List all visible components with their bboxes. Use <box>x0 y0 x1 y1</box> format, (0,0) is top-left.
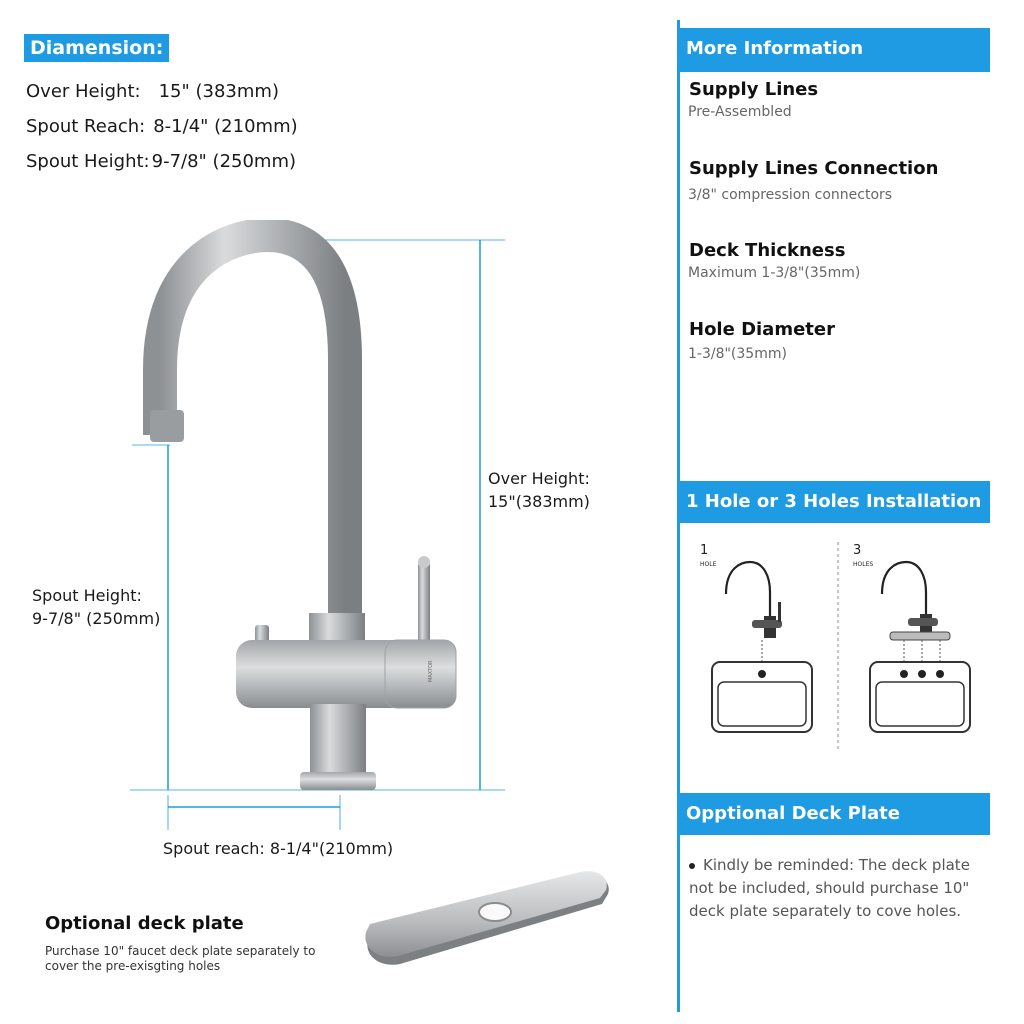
bullet-icon <box>689 863 695 869</box>
info-title-supply-connection: Supply Lines Connection <box>689 158 939 179</box>
faucet-diagram <box>0 220 640 900</box>
dim-line-over-height <box>26 81 279 102</box>
info-value-hole-diameter: 1-3/8"(35mm) <box>688 346 787 362</box>
dim-value: 15" (383mm) <box>158 81 279 102</box>
dim-label: Over Height: <box>26 81 141 102</box>
dim-line-spout-reach <box>26 116 298 137</box>
deck-plate-note-text: Kindly be reminded: The deck plate not be included, should purchase 10" deck plate separately to cove holes. <box>689 856 970 920</box>
info-title-deck-thickness: Deck Thickness <box>689 240 846 261</box>
dim-line-spout-height <box>26 151 296 172</box>
deck-plate-title: Optional deck plate <box>45 913 244 934</box>
dim-label: Spout Reach: <box>26 116 146 137</box>
dim-label: Spout Height: <box>26 151 150 172</box>
three-holes-label: HOLES <box>853 561 874 568</box>
dim-value: 9-7/8" (250mm) <box>151 151 297 172</box>
dimension-badge: Diamension: <box>24 34 169 62</box>
over-height-value: 15"(383mm) <box>488 492 590 511</box>
deck-plate-header: Opptional Deck Plate <box>680 793 990 835</box>
over-height-label <box>488 467 590 513</box>
deck-plate-description: Purchase 10" faucet deck plate separately to cover the pre-exisgting holes <box>45 944 316 973</box>
info-value-supply-lines: Pre-Assembled <box>688 104 792 120</box>
info-value-supply-connection: 3/8" compression connectors <box>688 187 893 203</box>
one-hole-label: HOLE <box>700 561 717 568</box>
install-illustration <box>692 532 992 762</box>
over-height-title: Over Height: <box>488 469 590 488</box>
spout-reach-label: Spout reach: 8-1/4"(210mm) <box>163 839 394 858</box>
brand-mark: MAXTOR <box>428 660 434 682</box>
one-hole-number: 1 <box>700 543 709 558</box>
install-header: 1 Hole or 3 Holes Installation <box>680 481 990 523</box>
spout-height-label <box>32 584 160 630</box>
deck-plate-image <box>360 868 620 978</box>
deck-plate-note <box>689 854 989 923</box>
more-info-header: More Information <box>680 28 990 72</box>
spout-height-value: 9-7/8" (250mm) <box>32 609 161 628</box>
spout-height-title: Spout Height: <box>32 586 142 605</box>
dim-value: 8-1/4" (210mm) <box>153 116 298 137</box>
info-title-hole-diameter: Hole Diameter <box>689 319 835 340</box>
three-holes-number: 3 <box>853 543 862 558</box>
info-title-supply-lines: Supply Lines <box>689 79 819 100</box>
info-value-deck-thickness: Maximum 1-3/8"(35mm) <box>688 265 861 281</box>
